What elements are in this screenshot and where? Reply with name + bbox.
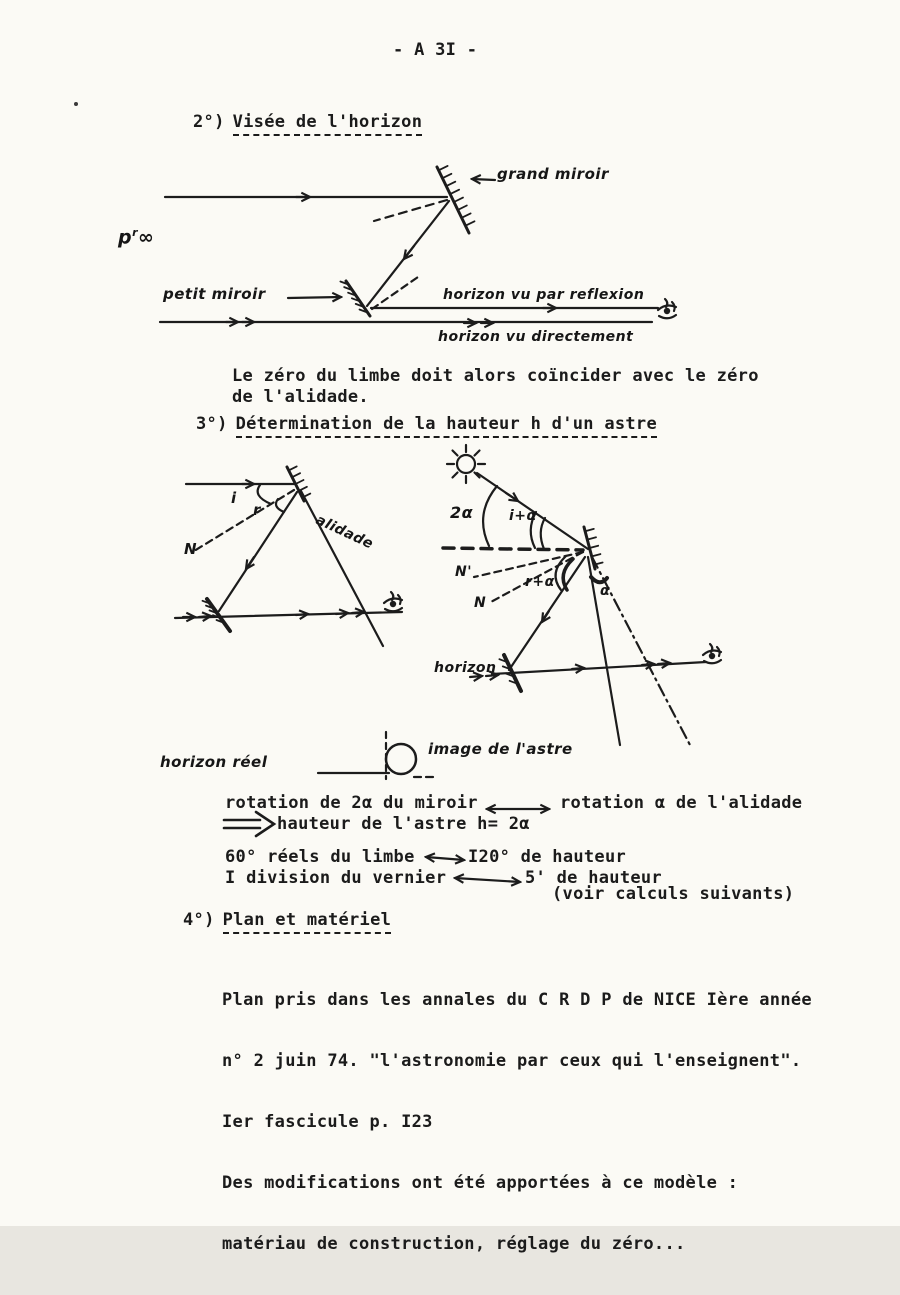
paragraph-line: Ier fascicule p. I23 xyxy=(222,1112,433,1132)
see-calculations-note: (voir calculs suivants) xyxy=(552,884,795,904)
section3-number: 3°) xyxy=(196,414,228,434)
point-at-infinity-label: $p^r\infty$ xyxy=(118,226,155,249)
normal-label: N xyxy=(184,540,198,558)
petit-miroir-icon xyxy=(340,281,370,316)
eq3-left-text: 60° réels du limbe xyxy=(225,847,415,867)
page-number-header: - A 3I - xyxy=(393,40,478,60)
angle-ia-label: i+α xyxy=(509,508,537,524)
paragraph-line: Des modifications ont été apportées à ce modèle : xyxy=(222,1173,739,1193)
paragraph-line: Plan pris dans les annales du C R D P de NICE Ière année xyxy=(222,990,812,1010)
limb-zero-note-line2: de l'alidade. xyxy=(232,387,369,407)
section2-number: 2°) xyxy=(193,112,225,132)
section4-number: 4°) xyxy=(183,910,215,930)
star-image-on-horizon-sketch xyxy=(318,732,438,779)
angle-r-label: r xyxy=(253,501,261,519)
eq3-right-text: I20° de hauteur xyxy=(468,847,627,867)
eq4-left-text: I division du vernier xyxy=(225,868,447,888)
eye-icon xyxy=(658,299,676,318)
limb-zero-note-line1: Le zéro du limbe doit alors coïncider avec le zéro xyxy=(232,366,759,386)
horizon-reflexion-label: horizon vu par reflexion xyxy=(443,287,645,303)
paragraph-line: n° 2 juin 74. "l'astronomie par ceux qui l'enseignent". xyxy=(222,1051,802,1071)
section3-heading xyxy=(196,414,657,434)
plan-source-paragraph xyxy=(222,950,812,1295)
angle-i-label: i xyxy=(231,489,237,507)
angle-ra-label: r+α xyxy=(525,574,555,590)
normal-label: N xyxy=(474,595,487,611)
eq4-right-text: 5' de hauteur xyxy=(525,868,662,888)
image-astre-label: image de l'astre xyxy=(428,740,573,758)
section3-title: Détermination de la hauteur h d'un astre xyxy=(236,414,657,438)
grand-miroir-label: grand miroir xyxy=(497,165,609,183)
eye-icon xyxy=(703,644,721,663)
double-arrow-icon xyxy=(426,857,464,860)
star-disc-icon xyxy=(386,744,416,774)
paragraph-line: matériau de construction, réglage du zéro... xyxy=(222,1234,686,1254)
eq1-right-text: rotation α de l'alidade xyxy=(560,793,803,813)
sun-icon xyxy=(447,445,485,483)
eye-icon xyxy=(384,592,402,611)
horizon-reel-label: horizon réel xyxy=(160,753,268,771)
scan-speck xyxy=(74,102,78,106)
small-mirror-icon xyxy=(203,599,231,631)
angle-2a-label: 2α xyxy=(450,503,474,522)
implies-arrow-icon xyxy=(224,812,274,836)
double-arrow-icon xyxy=(455,878,520,882)
section2-title: Visée de l'horizon xyxy=(233,112,423,136)
eq2-text: hauteur de l'astre h= 2α xyxy=(277,814,530,834)
alidade-label: alidade xyxy=(313,512,376,553)
horizon-label: horizon xyxy=(434,660,497,676)
eq1-left-text: rotation de 2α du miroir xyxy=(225,793,478,813)
normal-prime-label: N' xyxy=(455,564,473,580)
section4-title: Plan et matériel xyxy=(223,910,392,934)
angle-a-label: α xyxy=(600,583,611,599)
section4-heading xyxy=(183,910,391,930)
alidade-reflection-figure-left xyxy=(175,466,402,646)
horizon-direct-label: horizon vu directement xyxy=(438,329,634,345)
petit-miroir-label: petit miroir xyxy=(163,285,266,303)
grand-miroir-icon xyxy=(437,166,475,233)
section2-heading xyxy=(193,112,422,132)
